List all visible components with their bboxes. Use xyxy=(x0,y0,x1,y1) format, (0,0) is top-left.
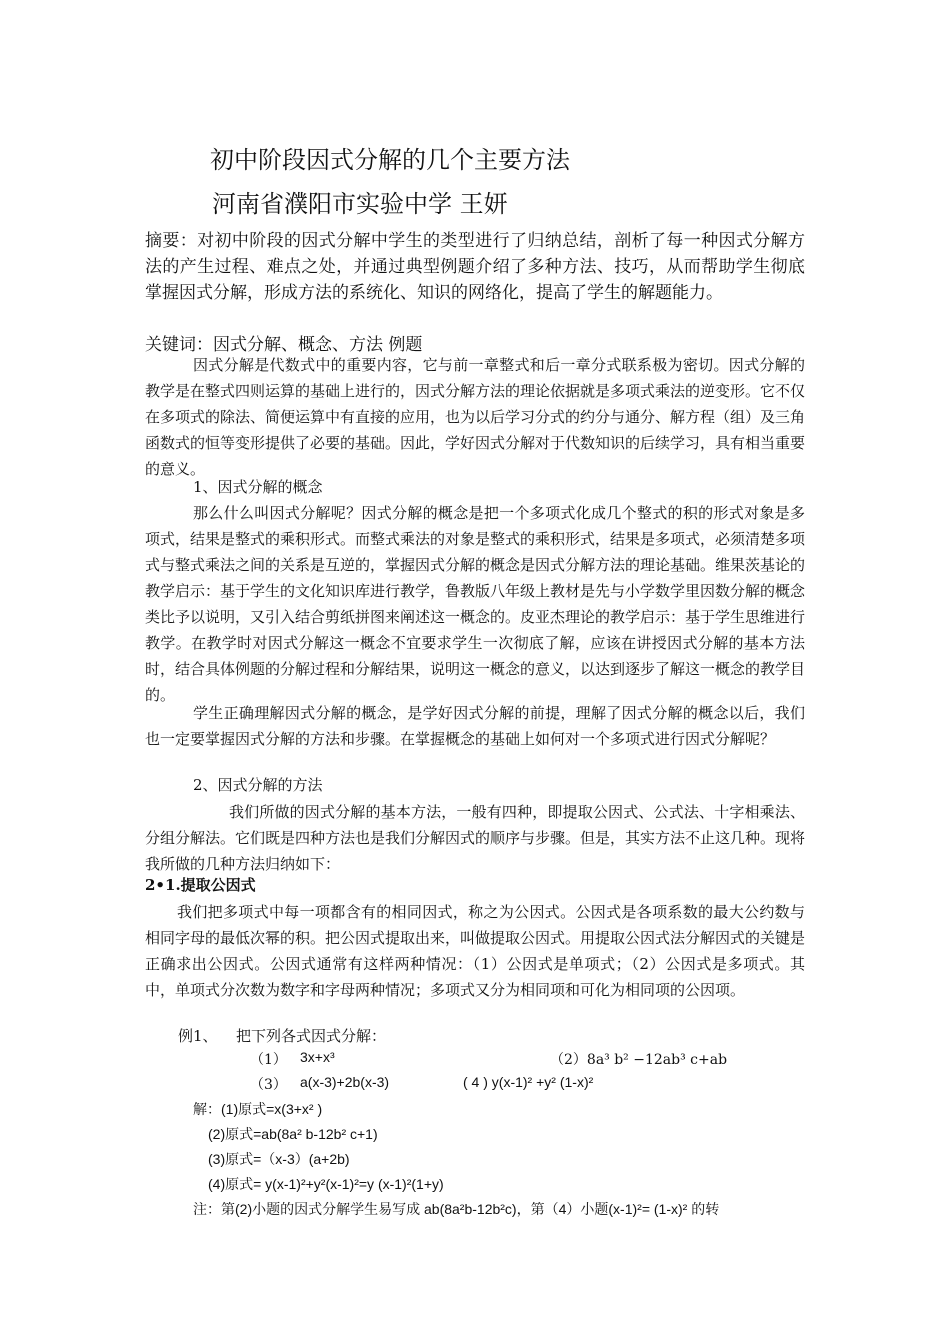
section2-paragraph-1: 我们所做的因式分解的基本方法，一般有四种，即提取公因式、公式法、十字相乘法、分组分解法。它们既是四种方法也是我们分解因式的顺序与步骤。但是，其实方法不止这几种。现将我所做的几种方法归纳如下： xyxy=(145,803,806,873)
author-line: 河南省濮阳市实验中学 王妍 xyxy=(212,190,508,218)
document-title: 初中阶段因式分解的几个主要方法 xyxy=(210,146,570,174)
problem-1-number: （1） xyxy=(250,1052,287,1068)
section2-heading: 2、因式分解的方法 xyxy=(193,776,323,794)
keywords-line: 关键词：因式分解、概念、方法 例题 xyxy=(145,335,423,355)
section1-paragraph-2: 学生正确理解因式分解的概念，是学好因式分解的前提，理解了因式分解的概念以后，我们也一定要掌握因式分解的方法和步骤。在掌握概念的基础上如何对一个多项式进行因式分解呢？ xyxy=(145,704,805,748)
problem-1: 3x+x³ xyxy=(300,1049,335,1065)
subsection-paragraph: 我们把多项式中每一项都含有的相同因式，称之为公因式。公因式是各项系数的最大公约数与相同字母的最低次幂的积。把公因式提取出来，叫做提取公因式。用提取公因式法分解因式的关键是正确求出公因式。公因式通常有这样两种情况：（1）公因式是单项式；（2）公因式是多项式。其中，单项式分次数为数字和字母两种情况；多项式又分为相同项和可化为相同项的公因项。 xyxy=(145,903,806,999)
problem-3-number: （3） xyxy=(250,1077,287,1093)
subsection-heading: 2•1.提取公因式 xyxy=(145,876,256,894)
solution-2: (2)原式=ab(8a² b-12b² c+1) xyxy=(208,1126,378,1142)
problem-4: ( 4 ) y(x-1)² +y² (1-x)² xyxy=(463,1074,594,1090)
note-line: 注：第(2)小题的因式分解学生易写成 ab(8a²b-12b²c)，第（4）小题(x-1)²= (1-x)² 的转 xyxy=(193,1201,720,1217)
intro-paragraph: 因式分解是代数式中的重要内容，它与前一章整式和后一章分式联系极为密切。因式分解的教学是在整式四则运算的基础上进行的，因式分解方法的理论依据就是多项式乘法的逆变形。它不仅在多项式的除法、简便运算中有直接的应用，也为以后学习分式的约分与通分、解方程（组）及三角函数式的恒等变形提供了必要的基础。因此，学好因式分解对于代数知识的后续学习，具有相当重要的意义。 xyxy=(145,356,806,478)
example-label: 例1、 xyxy=(178,1027,218,1045)
section1-heading: 1、因式分解的概念 xyxy=(193,478,323,496)
example-prompt: 把下列各式因式分解： xyxy=(236,1027,387,1045)
section1-paragraph-1: 那么什么叫因式分解呢？因式分解的概念是把一个多项式化成几个整式的积的形式对象是多项式，结果是整式的乘积形式。而整式乘法的对象是整式的乘积形式，结果是多项式，必须清楚多项式与整式乘法之间的关系是互逆的，掌握因式分解的概念是因式分解方法的理论基础。维果茨基论的教学启示：基于学生的文化知识库进行教学，鲁教版八年级上教材是先与小学数学里因数分解的概念类比予以说明，又引入结合剪纸拼图来阐述这一概念的。皮亚杰理论的教学启示：基于学生思维进行教学。在教学时对因式分解这一概念不宜要求学生一次彻底了解，应该在讲授因式分解的基本方法时，结合具体例题的分解过程和分解结果，说明这一概念的意义，以达到逐步了解这一概念的教学目的。 xyxy=(145,504,806,704)
abstract-paragraph: 摘要：对初中阶段的因式分解中学生的类型进行了归纳总结，剖析了每一种因式分解方法的产生过程、难点之处，并通过典型例题介绍了多种方法、技巧，从而帮助学生彻底掌握因式分解，形成方法的系统化、知识的网络化，提高了学生的解题能力。 xyxy=(145,231,805,303)
solution-1: 解：(1)原式=x(3+x² ) xyxy=(193,1101,323,1117)
problem-3: a(x-3)+2b(x-3) xyxy=(300,1074,390,1090)
solution-4: (4)原式= y(x-1)²+y²(x-1)²=y (x-1)²(1+y) xyxy=(208,1176,444,1192)
problem-2: （2）8a³ b² −12ab³ c+ab xyxy=(550,1052,728,1068)
solution-3: (3)原式=（x-3）(a+2b) xyxy=(208,1151,350,1167)
